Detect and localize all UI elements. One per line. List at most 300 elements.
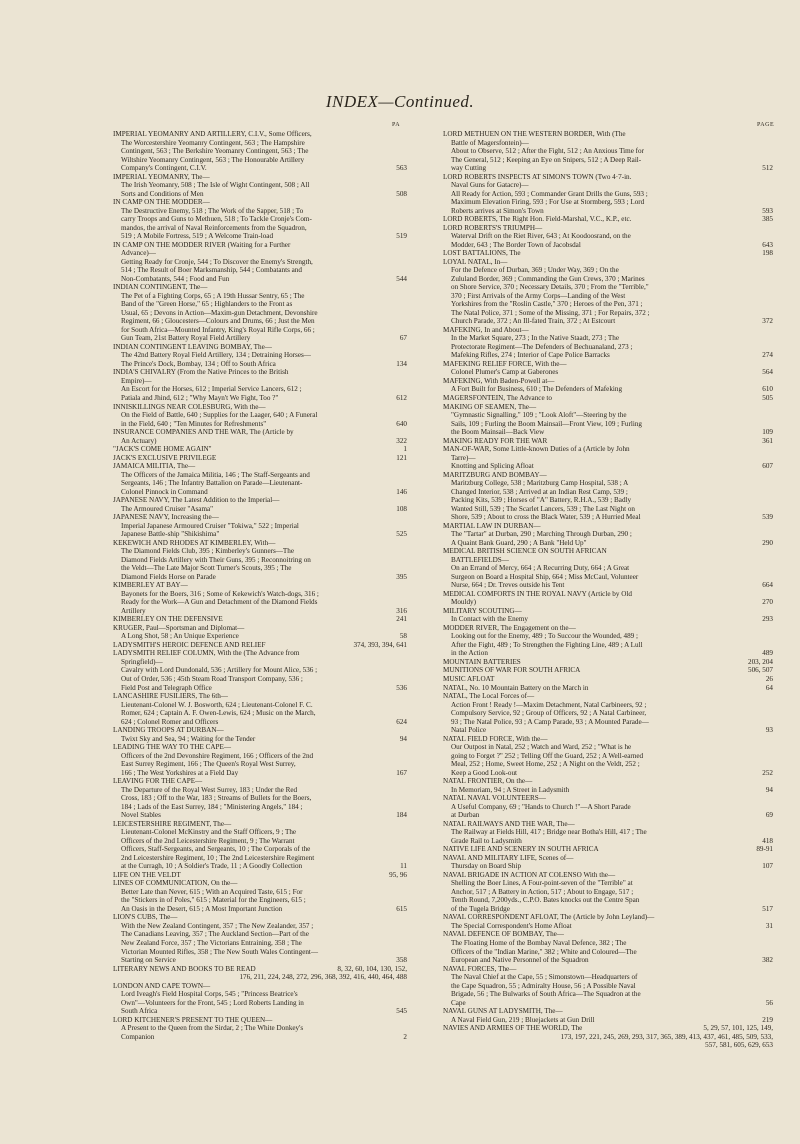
entry-detail: Cavalry with Lord Dundonald, 536 ; Artillery for Mount Alice, 536 ; [121,666,318,675]
entry-heading: MUSIC AFLOAT [443,675,495,683]
page-number: 108 [396,504,407,513]
entry-detail: An Actuary) [121,436,157,445]
entry-detail: On an Errand of Mercy, 664 ; A Recurring Duty, 664 ; A Great [451,564,630,573]
entry-detail: A Long Shot, 58 ; An Unique Experience [121,632,239,641]
page-number: 545 [396,1007,407,1016]
index-entry [443,675,773,684]
entry-line [443,658,773,667]
entry-line [443,905,773,914]
entry-line [113,207,407,216]
index-entry [443,777,773,794]
index-entry [113,624,407,641]
index-entry [113,173,407,199]
index-entry [443,471,773,522]
entry-detail: Ready for the Work—A Gun and Detachment of the Diamond Fields [121,598,318,607]
index-entry [443,1007,773,1024]
index-entry [443,658,773,667]
entry-detail: Japanese Battle-ship "Shikishima" [121,530,220,539]
page-number: 624 [396,717,407,726]
entry-heading: MAGERSFONTEIN, The Advance to [443,393,552,402]
entry-heading: MOUNTAIN BATTERIES [443,657,521,666]
entry-line [113,624,407,633]
entry-line [113,615,407,624]
entry-heading: NATIVE LIFE AND SCENERY IN SOUTH AFRICA [443,845,599,854]
entry-line [443,292,773,301]
entry-line [113,939,407,948]
entry-line [443,139,773,148]
page-number: 219 [762,1015,773,1024]
entry-heading: INDIAN CONTINGENT, The— [113,283,208,292]
entry-line [113,445,407,454]
entry-line [443,632,773,641]
entry-detail: Tarre)— [451,453,476,462]
entry-line [443,190,773,199]
entry-line [113,879,407,888]
entry-line [443,428,773,437]
entry-line [443,462,773,471]
entry-line [113,573,407,582]
entry-detail: Band of the "Green Horse," 65 ; Highlanders to the Front as [121,300,293,309]
entry-heading: LORD ROBERTS, The Right Hon. Field-Marshal, V.C., K.P., etc. [443,215,632,224]
page-number: 395 [396,572,407,581]
entry-line [443,283,773,292]
entry-detail: Wiltshire Yeomanry Contingent, 563 ; The Honourable Artillery [121,155,305,164]
entry-detail: The Diamond Fields Club, 395 ; Kimberley's Gunners—The [121,547,295,556]
entry-detail: Tenth Round, 7,200yds., C.P.O. Bates knocks out the Centre Span [451,896,640,905]
page-number: 176, 211, 224, 248, 272, 296, 368, 392, 416, 440, 464, 488 [239,973,407,982]
entry-detail: 166 ; The West Yorkshires at a Field Day [121,768,239,777]
entry-detail: the Boom Mainsail—Back View [451,428,545,437]
index-entry [113,743,407,777]
entry-line [113,139,407,148]
entry-line [443,879,773,888]
left-index-column [113,130,407,1041]
entry-detail: of the Tugela Bridge [451,904,510,913]
page-number: 89-91 [756,845,773,854]
entry-line [443,982,773,991]
page-number: 173, 197, 221, 245, 269, 293, 317, 365, 389, 413, 437, 461, 485, 509, 533, [560,1032,773,1041]
entry-line [443,769,773,778]
entry-line [113,871,407,880]
entry-line [113,343,407,352]
entry-detail: Shore, 539 ; About to cross the Black Water, 539 ; A Hurried Meal [451,513,641,522]
entry-detail: The Destructive Enemy, 518 ; The Work of the Sapper, 518 ; To [121,206,304,215]
entry-line [113,675,407,684]
entry-line [443,130,773,139]
entry-heading: IN CAMP ON THE MODDER RIVER (Waiting for a Further [113,240,291,249]
index-entry [443,437,773,446]
entry-detail: in the Field, 640 ; "Ten Minutes for Refreshments" [121,419,267,428]
index-entry [113,692,407,726]
entry-line [443,573,773,582]
page-number: 203, 204 [748,657,773,666]
entry-detail: going to Forget ?" 252 ; Telling Off the Guard, 252 ; A Well-earned [451,751,644,760]
entry-detail: An Escort for the Horses, 612 ; Imperial Service Lancers, 612 ; [121,385,302,394]
entry-detail: Diamond Fields Artillery with Their Guns, 395 ; Reconnoitring on [121,555,311,564]
entry-line [443,811,773,820]
page-number: 607 [762,462,773,471]
page-number: 563 [396,164,407,173]
entry-line [443,752,773,761]
entry-line [443,343,773,352]
entry-heading: NATAL FRONTIER, On the— [443,777,533,786]
entry-line [443,547,773,556]
page-number: 418 [762,836,773,845]
entry-line [443,317,773,326]
entry-detail: A Naval Field Gun, 219 ; Bluejackets at Gun Drill [451,1015,595,1024]
entry-line [113,973,407,982]
page-number: 109 [762,428,773,437]
page-number: 64 [765,683,773,692]
entry-detail: at the Curragh, 10 ; A Soldier's Trade, 11 ; A Goodly Collection [121,862,303,871]
index-entry [443,794,773,820]
entry-heading: LORD KITCHENER'S PRESENT TO THE QUEEN— [113,1015,273,1024]
entry-detail: Shelling the Boer Lines, A Four-point-seven of the "Terrible" at [451,879,633,888]
entry-line [113,607,407,616]
entry-detail: European and Native Personnel of the Squadron [451,956,589,965]
entry-line [113,760,407,769]
entry-heading: NAVAL DEFENCE OF BOMBAY, The— [443,930,564,939]
entry-line [113,224,407,233]
entry-line [113,752,407,761]
entry-line [113,522,407,531]
entry-detail: Sails, 109 ; Furling the Boom Mainsail—Front View, 109 ; Furling [451,419,642,428]
entry-line [113,300,407,309]
entry-detail: Maritzburg College, 538 ; Maritzburg Camp Hospital, 538 ; A [451,479,629,488]
entry-heading: MAFEKING RELIEF FORCE, With the— [443,359,567,368]
page-number: 94 [765,785,773,794]
index-entry [113,1016,407,1042]
entry-line [113,241,407,250]
entry-heading: MAFEKING, In and About— [443,325,529,334]
entry-line [443,684,773,693]
entry-line [113,479,407,488]
entry-detail: Companion [121,1032,155,1041]
entry-line [443,718,773,727]
entry-detail: On the Field of Battle, 640 ; Supplies for the Laager, 640 ; A Funeral [121,411,318,420]
entry-heading: JAPANESE NAVY, The Latest Addition to the Imperial— [113,496,280,505]
entry-line [443,965,773,974]
entry-heading: NAVAL FORCES, The— [443,964,517,973]
entry-detail: on Shore Service, 370 ; Necessary Details, 370 ; From the "Terrible," [451,283,649,292]
entry-detail: 184 ; Lads of the East Surrey, 184 ; "Ministering Angels," 184 ; [121,802,303,811]
entry-heading: "JACK'S COME HOME AGAIN" [113,445,212,454]
index-entry [113,871,407,880]
page-number: 358 [396,956,407,965]
entry-detail: Brigade, 56 ; The Bulwarks of South Africa—The Squadron at the [451,990,641,999]
entry-heading: NATAL RAILWAYS AND THE WAR, The— [443,819,575,828]
entry-line [443,786,773,795]
page-number: 610 [762,385,773,394]
entry-line [113,718,407,727]
entry-detail: Officers of the 2nd Devonshire Regiment, 166 ; Officers of the 2nd [121,751,314,760]
page-number: 557, 581, 605, 629, 653 [705,1041,773,1050]
entry-line [443,649,773,658]
index-entry [113,777,407,820]
entry-line [113,564,407,573]
entry-heading: LITERARY NEWS AND BOOKS TO BE READ [113,964,256,973]
entry-heading: LEAVING FOR THE CAPE— [113,777,203,786]
entry-detail: Battle of Magersfontein)— [451,138,529,147]
index-entry [443,607,773,624]
entry-line [113,454,407,463]
index-entry [443,326,773,360]
entry-heading: JAMAICA MILITIA, The— [113,462,196,471]
entry-line [443,743,773,752]
index-entry [113,445,407,454]
page-number: 512 [762,164,773,173]
entry-detail: The Departure of the Royal West Surrey, 183 ; Under the Red [121,785,298,794]
page-number: 506, 507 [748,666,773,675]
entry-line [443,164,773,173]
page-number: 505 [762,393,773,402]
entry-detail: The Armoured Cruiser "Asama" [121,504,214,513]
page-number: 270 [762,598,773,607]
entry-line [443,241,773,250]
entry-line [443,862,773,871]
entry-detail: The Railway at Fields Hill, 417 ; Bridge near Botha's Hill, 417 ; The [451,828,647,837]
entry-heading: LADYSMITH RELIEF COLUMN, With the (The Advance from [113,649,300,658]
entry-detail: The Officers of the Jamaica Militia, 146 ; The Staff-Sergeants and [121,470,310,479]
entry-detail: way Cutting [451,164,487,173]
entry-detail: Colonel Pinnock in Command [121,487,208,496]
index-entry [113,649,407,692]
entry-detail: Patiala and Jhind, 612 ; "Why Mayn't We Fight, Too ?" [121,393,279,402]
entry-detail: Changed Interior, 538 ; Arrived at an Indian Rest Camp, 539 ; [451,487,628,496]
entry-line [443,701,773,710]
entry-line [443,437,773,446]
index-entry [113,462,407,496]
entry-line [443,173,773,182]
page-number: 11 [400,862,407,871]
entry-line [113,496,407,505]
entry-line [443,930,773,939]
entry-heading: LINES OF COMMUNICATION, On the— [113,879,238,888]
index-entry [443,1033,773,1042]
entry-detail: The "Tartar" at Durban, 290 ; Marching Through Durban, 290 ; [451,530,632,539]
page-number: 95, 96 [389,870,407,879]
entry-line [113,173,407,182]
index-entry [443,173,773,216]
entry-detail: Packing Kits, 539 ; Horses of "A" Battery, R.H.A., 539 ; Badly [451,496,632,505]
right-column-page-header: PAGE [757,122,775,128]
entry-detail: A Fort Built for Business, 610 ; The Defenders of Mafeking [451,385,623,394]
page-number: 536 [396,683,407,692]
entry-line [113,190,407,199]
index-entry [443,522,773,548]
entry-line [113,232,407,241]
entry-line [443,522,773,531]
entry-detail: Better Late than Never, 615 ; With an Acquired Taste, 615 ; For [121,887,303,896]
entry-line [443,735,773,744]
entry-line [443,615,773,624]
entry-heading: INDIA'S CHIVALRY (From the Native Princes to the British [113,368,289,377]
index-entry [443,547,773,590]
entry-detail: at Durban [451,811,480,820]
entry-line [443,556,773,565]
entry-heading: MARTIAL LAW IN DURBAN— [443,521,541,530]
index-entry [113,539,407,582]
entry-line [113,368,407,377]
entry-line [443,948,773,957]
entry-line [443,385,773,394]
page-number: 290 [762,538,773,547]
page-number: 640 [396,419,407,428]
entry-detail: Our Outpost in Natal, 252 ; Watch and Ward, 252 ; "What is he [451,743,632,752]
entry-detail: Colonel Plumer's Camp at Gaberones [451,368,559,377]
entry-heading: NAVAL AND MILITARY LIFE, Scenes of— [443,853,574,862]
entry-detail: Cross, 183 ; Off to the War, 183 ; Streams of Bullets for the Boers, [121,794,312,803]
page-number: 372 [762,317,773,326]
entry-detail: Regiment, 66 ; Gloucesters—Colours and Drums, 66 ; Just the Men [121,317,315,326]
entry-line [113,701,407,710]
entry-line [443,403,773,412]
entry-line [443,913,773,922]
page-number: 612 [396,393,407,402]
entry-detail: The Irish Yeomanry, 508 ; The Isle of Wight Contingent, 508 ; All [121,181,310,190]
entry-detail: East Surrey Regiment, 166 ; The Queen's Royal West Surrey, [121,760,296,769]
entry-line [443,828,773,837]
entry-line [113,156,407,165]
entry-line [113,334,407,343]
entry-detail: Mafeking Rifles, 274 ; Interior of Cape Police Barracks [451,351,610,360]
entry-heading: MODDER RIVER, The Engagement on the— [443,623,576,632]
entry-line [443,760,773,769]
entry-line [113,377,407,386]
entry-heading: NATAL FIELD FORCE, With the— [443,734,548,743]
entry-line [113,283,407,292]
entry-line [113,743,407,752]
entry-heading: NAVAL CORRESPONDENT AFLOAT, The (Article by John Leyland)— [443,913,655,922]
entry-heading: LORD METHUEN ON THE WESTERN BORDER, With (The [443,130,626,138]
entry-line [443,309,773,318]
entry-line [443,454,773,463]
entry-line [113,130,407,139]
page-number: 519 [396,232,407,241]
entry-heading: MAKING OF SEAMEN, The— [443,402,537,411]
entry-line [443,837,773,846]
entry-line [113,820,407,829]
entry-line [113,905,407,914]
index-entry [443,360,773,377]
entry-line [113,1007,407,1016]
entry-line [443,368,773,377]
entry-detail: In the Market Square, 273 ; In the Native Staadt, 273 ; The [451,334,620,343]
entry-line [113,556,407,565]
entry-detail: Naval Guns for Gatacre)— [451,181,529,190]
entry-detail: Cape [451,998,466,1007]
index-entry [443,820,773,846]
page-number: 5, 29, 57, 101, 125, 149, [703,1024,773,1033]
page-number: 544 [396,274,407,283]
entry-detail: Natal Police [451,726,487,735]
entry-detail: Lieutenant-Colonel McKinstry and the Staff Officers, 9 ; The [121,828,297,837]
entry-line [113,769,407,778]
entry-line [113,913,407,922]
entry-detail: The Worcestershire Yeomanry Contingent, 563 ; The Hampshire [121,138,305,147]
entry-heading: LORD ROBERTS'S TRIUMPH— [443,223,543,232]
index-entry [443,249,773,258]
entry-line [113,215,407,224]
entry-line [443,956,773,965]
page-number: 593 [762,206,773,215]
page-number: 146 [396,487,407,496]
entry-detail: Waterval Drift on the Riet River, 643 ; At Koodoosrand, on the [451,232,631,241]
entry-line [443,156,773,165]
entry-detail: The Pet of a Fighting Corps, 65 ; A 19th Hussar Sentry, 65 ; The [121,291,305,300]
entry-heading: KIMBERLEY ON THE DEFENSIVE [113,615,223,624]
entry-heading: LORD ROBERTS INSPECTS AT SIMON'S TOWN (Two 4·7-in. [443,172,632,181]
entry-line [113,317,407,326]
entry-line [443,888,773,897]
page-title: INDEX—Continued. [325,92,475,111]
entry-line [113,249,407,258]
entry-line [113,930,407,939]
entry-heading: MEDICAL BRITISH SCIENCE ON SOUTH AFRICAN [443,547,607,556]
entry-heading: LOST BATTALIONS, The [443,249,521,258]
index-entry [113,982,407,1016]
entry-line [113,309,407,318]
index-entry [113,198,407,241]
index-entry [443,684,773,693]
entry-detail: "Gymnastic Signalling," 109 ; "Look Aloft"—Steering by the [451,411,627,420]
page-number: 241 [396,615,407,624]
index-entry [113,130,407,173]
entry-detail: Church Parade, 372 ; An Ill-fated Train, 372 ; At Estcourt [451,317,616,326]
entry-line [443,990,773,999]
entry-detail: The Prince's Dock, Bombay, 134 ; Off to South Africa [121,359,276,368]
entry-heading: MAKING READY FOR THE WAR [443,436,548,445]
entry-line [113,982,407,991]
entry-line [113,471,407,480]
entry-detail: All Ready for Action, 593 ; Commander Grant Drills the Guns, 593 ; [451,189,648,198]
entry-line [443,666,773,675]
entry-line [443,147,773,156]
entry-detail: In Memoriam, 94 ; A Street in Ladysmith [451,785,570,794]
index-entry [443,735,773,778]
index-entry [443,403,773,437]
entry-line [113,385,407,394]
entry-detail: 519 ; A Mobile Fortress, 519 ; A Welcome Train-load [121,232,274,241]
entry-heading: NAVAL GUNS AT LADYSMITH, The— [443,1007,563,1016]
entry-line [443,258,773,267]
entry-detail: 370 ; First Arrivals of the Army Corps—Landing of the West [451,291,626,300]
entry-detail: mandos, the arrival of Naval Reinforcements from the Squadron, [121,223,307,232]
entry-heading: LANDING TROOPS AT DURBAN— [113,726,224,735]
entry-detail: Advance)— [121,249,156,258]
entry-heading: INDIAN CONTINGENT LEAVING BOMBAY, The— [113,342,272,351]
entry-line [113,726,407,735]
index-entry [443,845,773,854]
entry-heading: INSURANCE COMPANIES AND THE WAR, The (Article by [113,428,294,437]
entry-detail: Starting on Service [121,956,176,965]
entry-detail: The 42nd Battery Royal Field Artillery, 134 ; Detraining Horses— [121,351,311,360]
entry-detail: Novel Stables [121,811,161,820]
page-number: 539 [762,513,773,522]
entry-line [443,471,773,480]
entry-detail: Field Post and Telegraph Office [121,683,212,692]
entry-heading: LEICESTERSHIRE REGIMENT, The— [113,819,232,828]
entry-detail: The Canadians Leaving, 357 ; The Auckland Section—Part of the [121,930,309,939]
entry-line [443,794,773,803]
entry-detail: Lord Iveagh's Field Hospital Corps, 545 ; "Princess Beatrice's [121,990,298,999]
entry-line [443,530,773,539]
page-number: 134 [396,359,407,368]
index-entry [443,854,773,871]
entry-heading: IN CAMP ON THE MODDER— [113,198,210,207]
entry-detail: Protectorate Regiment—The Defenders of Bechuanaland, 273 ; [451,342,633,351]
index-entry [113,641,407,650]
